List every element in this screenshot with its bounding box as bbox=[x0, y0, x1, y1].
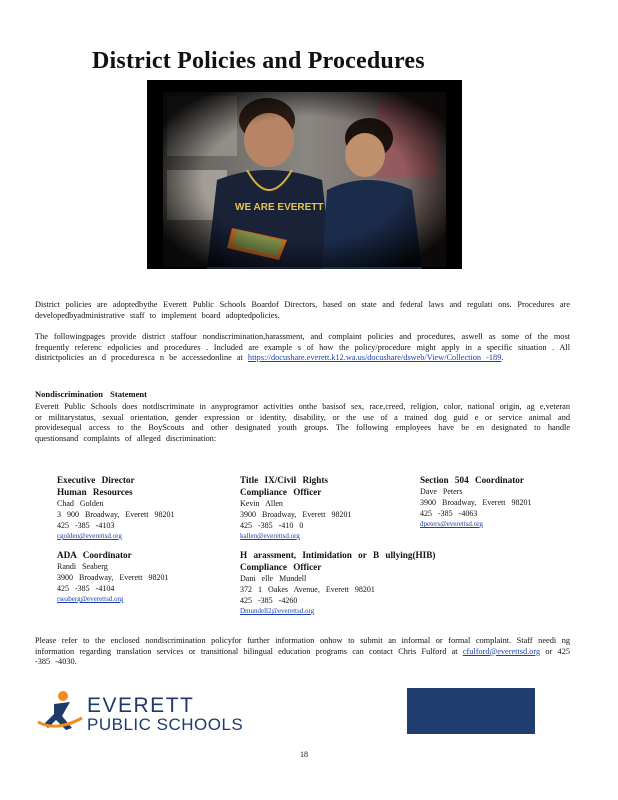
logo-wordmark-public-schools: PUBLIC SCHOOLS bbox=[87, 715, 244, 734]
contact-role-sub: Compliance Officer bbox=[240, 487, 322, 497]
contact-section-504 bbox=[420, 474, 531, 530]
contact-role: Title IX/Civil Rights bbox=[240, 475, 328, 485]
photo-student-mentor bbox=[147, 80, 462, 269]
contact-role-sub: Human Resources bbox=[57, 487, 133, 497]
complaint-info-end: or 425 -385 -4030. bbox=[35, 646, 570, 667]
contact-role-sub: Compliance Officer bbox=[240, 562, 322, 572]
policies-intro-paragraph bbox=[35, 300, 570, 321]
contact-role: ADA Coordinator bbox=[57, 550, 132, 560]
contact-address: 3900 Broadway, Everett 98201 bbox=[240, 510, 352, 519]
logo-wordmark-everett: EVERETT bbox=[87, 694, 195, 717]
contact-name: Randi Seaberg bbox=[57, 562, 108, 571]
contact-address: 3900 Broadway, Everett 98201 bbox=[57, 573, 169, 582]
policies-intro-text: District policies are adoptedbythe Everett Public Schools Boardof Directors, based on state and federal laws and regulati ons. Procedures are developedbyadministrative staff to implement board adoptedpolicies. bbox=[35, 300, 570, 320]
contact-email-link[interactable]: rseaberg@everettsd.org bbox=[57, 595, 124, 603]
brand-color-block bbox=[407, 688, 535, 734]
complaint-info-text: Please refer to the enclosed nondiscrimination policyfor further information onhow to submit an informal or formal complaint. Staff needi ng information regarding translation services or transitional bilingual education programs can contact Chris Fulford at bbox=[35, 636, 570, 656]
contact-phone: 425 -385 -4104 bbox=[57, 584, 115, 593]
contact-phone: 425 -385 -410 0 bbox=[240, 521, 304, 530]
policies-access-end: . bbox=[501, 353, 504, 363]
contact-address: 372 1 Oakes Avenue, Everett 98201 bbox=[240, 585, 375, 594]
contact-executive-director bbox=[57, 474, 174, 542]
contact-name: Dave Peters bbox=[420, 487, 463, 496]
contact-role: Section 504 Coordinator bbox=[420, 475, 524, 485]
contact-address: 3 900 Broadway, Everett 98201 bbox=[57, 510, 175, 519]
docushare-link[interactable]: https://docushare.everett.k12.wa.us/docushare/dsweb/View/Collection -189 bbox=[247, 353, 502, 363]
contact-email-link[interactable]: cgolden@everettsd.org bbox=[57, 532, 122, 540]
contact-name: Kevin Allen bbox=[240, 499, 283, 508]
contact-title-ix bbox=[240, 474, 351, 542]
page-title: District Policies and Procedures bbox=[92, 48, 425, 74]
contact-email-link[interactable]: Dmundell2@everettsd.org bbox=[240, 607, 315, 615]
contact-email-link[interactable]: kallen@everettsd.org bbox=[240, 532, 300, 540]
nondiscrimination-heading: Nondiscrimination Statement bbox=[35, 389, 147, 399]
policies-access-paragraph bbox=[35, 332, 570, 364]
contact-role: Executive Director bbox=[57, 475, 135, 485]
policies-access-text: The followingpages provide district staffour nondiscrimination,harassment, and complaint policies and procedures, aswell as some of the most frequently referenc edpolicies and procedures . Included are example s of how the policy/procedure might apply in a specific situation . All districtpolicies an d proceduresca n be accessedonline at bbox=[35, 332, 570, 363]
contact-name: Dani elle Mundell bbox=[240, 574, 307, 583]
everett-logo-icon bbox=[36, 688, 86, 736]
nondiscrimination-text: Everett Public Schools does notdiscriminate in anyprogramor activities onthe basisof sex, race,creed, religion, color, national origin, ag e,veteran or militarystatus, sexual orientation, gender expression or identity, disability, or the use of a trained dog guid e or service animal and providesequal access to the BoyScouts and other designated youth groups. The following employees have be en designated to handle questionsand complaints of alleged discrimination: bbox=[35, 402, 570, 443]
fulford-email-link[interactable]: cfulford@everettsd.org bbox=[462, 646, 541, 656]
contact-address: 3900 Broadway, Everett 98201 bbox=[420, 498, 532, 507]
contact-phone: 425 -385 -4260 bbox=[240, 596, 298, 605]
contact-role: H arassment, Intimidation or B ullying(HIB) bbox=[240, 550, 436, 560]
contact-phone: 425 -385 -4063 bbox=[420, 509, 478, 518]
contact-email-link[interactable]: dpeters@everettsd.org bbox=[420, 520, 483, 528]
page-number: 18 bbox=[300, 750, 308, 759]
nondiscrimination-paragraph bbox=[35, 402, 570, 444]
contact-phone: 425 -385 -4103 bbox=[57, 521, 115, 530]
contact-name: Chad Golden bbox=[57, 499, 104, 508]
complaint-info-paragraph bbox=[35, 636, 570, 668]
contact-hib-officer bbox=[240, 549, 435, 617]
photo-image bbox=[147, 80, 462, 269]
contact-ada-coordinator bbox=[57, 549, 168, 605]
